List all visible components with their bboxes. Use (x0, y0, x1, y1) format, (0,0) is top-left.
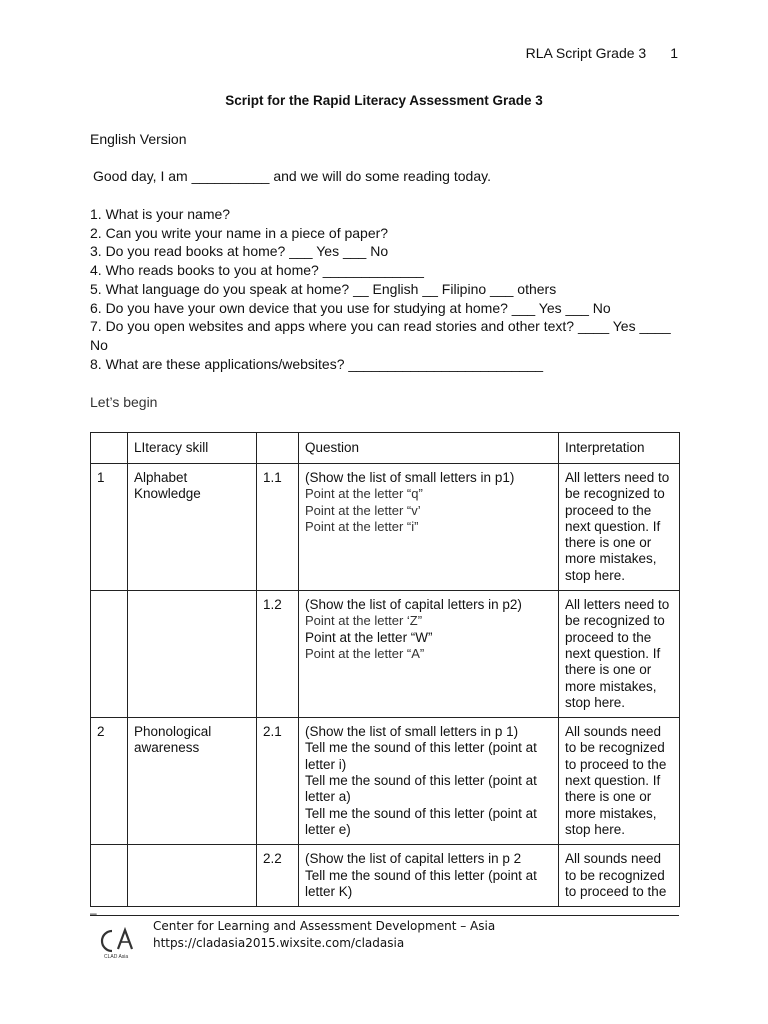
row-question (299, 591, 559, 718)
question-step: Point at the letter “v’ (305, 502, 421, 518)
table-header-row (91, 433, 680, 464)
literacy-assessment-table (90, 432, 680, 907)
header-skill: LIteracy skill (128, 433, 257, 464)
row-question (299, 464, 559, 591)
question-line: 1. What is your name? (90, 206, 231, 222)
lets-begin-label: Let’s begin (90, 394, 158, 410)
question-step: Point at the letter “W” (305, 629, 433, 645)
question-line: 5. What language do you speak at home? __ English __ Filipino ___ others (90, 280, 557, 297)
question-line: 6. Do you have your own device that you use for studying at home? ___ Yes ___ No (90, 299, 611, 316)
question-main: (Show the list of capital letters in p 2 (305, 851, 522, 867)
table-row (91, 591, 680, 718)
row-sub-number: 2.1 (257, 718, 299, 845)
row-sub-number: 2.2 (257, 845, 299, 907)
row-sub-number: 1.1 (257, 464, 299, 591)
footer-rule (90, 915, 679, 916)
header-num (91, 433, 128, 464)
header-interpretation: Interpretation (559, 433, 680, 464)
row-number: 1 (91, 464, 128, 591)
row-sub-number: 1.2 (257, 591, 299, 718)
row-interpretation: All sounds need to be recognized to proceed to the next question. If there is one or more mistakes, stop here. (559, 718, 680, 845)
row-question (299, 845, 559, 907)
clad-asia-logo (98, 925, 138, 959)
question-step: Tell me the sound of this letter (point at letter K) (305, 867, 537, 899)
row-interpretation: All letters need to be recognized to proceed to the next question. If there is one or more mistakes, stop here. (559, 591, 680, 718)
header-sub (257, 433, 299, 464)
question-step: Point at the letter “A” (305, 645, 425, 661)
table-row (91, 845, 680, 907)
footer-url[interactable]: https://cladasia2015.wixsite.com/cladasia (153, 936, 405, 950)
row-number: 2 (91, 718, 128, 845)
question-step: Tell me the sound of this letter (point at letter a) (305, 773, 537, 805)
header-question: Question (299, 433, 559, 464)
footer-organization: Center for Learning and Assessment Development – Asia (153, 919, 496, 933)
question-line: 2. Can you write your name in a piece of paper? (90, 224, 389, 241)
row-number (91, 591, 128, 718)
intro-questions (90, 205, 680, 373)
table-row (91, 464, 680, 591)
question-line: 7. Do you open websites and apps where you can read stories and other text? ____ Yes ____ (90, 318, 671, 335)
row-number (91, 845, 128, 907)
row-skill (128, 591, 257, 718)
question-step: Tell me the sound of this letter (point at letter i) (305, 740, 537, 772)
row-skill (128, 845, 257, 907)
question-step: Point at the letter ‘Z” (305, 613, 423, 629)
question-step: Point at the letter “i” (305, 518, 419, 534)
document-title: Script for the Rapid Literacy Assessment Grade 3 (225, 93, 543, 108)
question-line: 4. Who reads books to you at home? _____________ (90, 262, 424, 279)
footer-dash: – (90, 906, 97, 920)
row-skill: Phonological awareness (128, 718, 257, 845)
row-interpretation: All sounds need to be recognized to proceed to the (559, 845, 680, 907)
greeting-line: Good day, I am __________ and we will do some reading today. (93, 168, 491, 184)
question-main: (Show the list of capital letters in p2) (305, 597, 522, 613)
question-step: Point at the letter “q” (305, 486, 423, 502)
question-main: (Show the list of small letters in p 1) (305, 724, 519, 740)
logo-caption: CLAD Asia (104, 954, 129, 959)
page-number: 1 (670, 45, 678, 61)
question-line: 3. Do you read books at home? ___ Yes ___ No (90, 243, 389, 260)
question-step: Tell me the sound of this letter (point at letter e) (305, 805, 537, 837)
question-main: (Show the list of small letters in p1) (305, 470, 515, 485)
header-text: RLA Script Grade 3 (525, 45, 647, 61)
table-row (91, 718, 680, 845)
question-line: No (90, 336, 108, 353)
row-skill: Alphabet Knowledge (128, 464, 257, 591)
running-header (526, 45, 678, 61)
row-interpretation: All letters need to be recognized to proceed to the next question. If there is one or more mistakes, stop here. (559, 464, 680, 591)
row-question (299, 718, 559, 845)
question-line: 8. What are these applications/websites? _________________________ (90, 355, 544, 372)
version-label: English Version (90, 131, 187, 147)
